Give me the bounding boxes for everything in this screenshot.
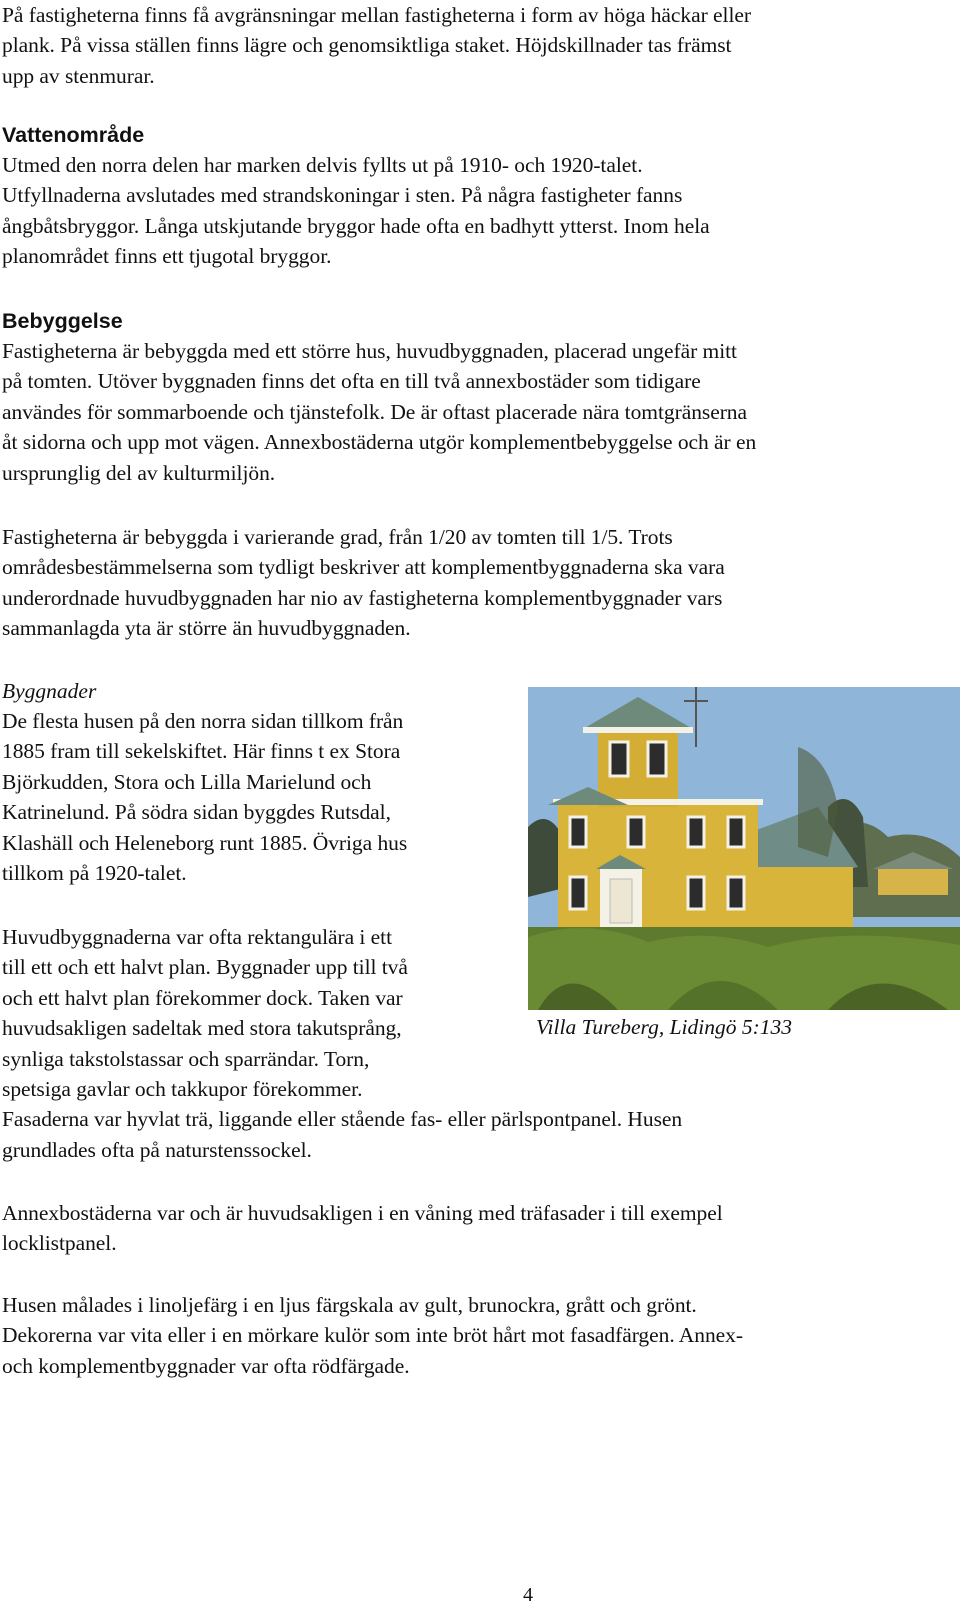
text-line: huvudsakligen sadeltak med stora takutsprång, xyxy=(2,1016,402,1041)
text-line: grundlades ofta på naturstenssockel. xyxy=(2,1137,312,1162)
text-line: Fastigheterna är bebyggda med ett större hus, huvudbyggnaden, placerad ungefär mitt xyxy=(2,339,737,363)
text-line: Fastigheterna är bebyggda i varierande grad, från 1/20 av tomten till 1/5. Trots xyxy=(2,525,673,549)
text-line: åt sidorna och upp mot vägen. Annexbostäderna utgör komplementbebyggelse och är en xyxy=(2,430,757,455)
text-line: De flesta husen på den norra sidan tillkom från xyxy=(2,709,404,733)
text-line: Utfyllnaderna avslutades med strandskoningar i sten. På några fastigheter fanns xyxy=(2,183,683,208)
section-bebyggelse xyxy=(2,306,756,488)
text-line: synliga takstolstassar och sparrändar. Torn, xyxy=(2,1046,370,1071)
text-line: Husen målades i linoljefärg i en ljus färgskala av gult, brunockra, grått och grönt. xyxy=(2,1293,697,1317)
text-line: och ett halvt plan förekommer dock. Taken var xyxy=(2,985,403,1010)
villa-photo xyxy=(528,687,960,1010)
text-line: plank. På vissa ställen finns lägre och genomsiktliga staket. Höjdskillnader tas främst xyxy=(2,33,732,58)
text-line: locklistpanel. xyxy=(2,1231,117,1256)
section-byggnader xyxy=(2,676,407,888)
text-line: 1885 fram till sekelskiftet. Här finns t ex Stora xyxy=(2,739,401,764)
page-number: 4 xyxy=(523,1584,533,1606)
text-line: sammanlagda yta är större än huvudbyggnaden. xyxy=(2,616,411,641)
section-subheading: Byggnader xyxy=(2,679,97,703)
section-vatten xyxy=(2,120,710,272)
intro-paragraph xyxy=(2,0,751,91)
section-heading: Vattenområde xyxy=(2,123,145,147)
text-line: och komplementbyggnader var ofta rödfärgade. xyxy=(2,1353,410,1378)
byggnader-paragraph-5 xyxy=(2,1290,743,1381)
text-line: till ett och ett halvt plan. Byggnader upp till två xyxy=(2,955,408,980)
photo-caption: Villa Tureberg, Lidingö 5:133 xyxy=(536,1015,793,1039)
bebyggelse-paragraph-2 xyxy=(2,522,725,644)
text-line: Annexbostäderna var och är huvudsakligen i en våning med träfasader i till exempel xyxy=(2,1201,723,1225)
text-line: ursprunglig del av kulturmiljön. xyxy=(2,460,276,485)
text-line: ångbåtsbryggor. Långa utskjutande bryggor hade ofta en badhytt ytterst. Inom hela xyxy=(2,213,710,238)
byggnader-paragraph-4 xyxy=(2,1198,723,1259)
text-line: underordnade huvudbyggnaden har nio av fastigheterna komplementbyggnader vars xyxy=(2,585,723,610)
text-line: på tomten. Utöver byggnaden finns det ofta en till två annexbostäder som tidigare xyxy=(2,369,701,394)
text-line: På fastigheterna finns få avgränsningar mellan fastigheterna i form av höga häckar eller xyxy=(2,3,751,27)
section-heading: Bebyggelse xyxy=(2,309,123,333)
text-line: spetsiga gavlar och takkupor förekommer. xyxy=(2,1077,363,1102)
text-line: tillkom på 1920-talet. xyxy=(2,861,187,886)
villa-illustration xyxy=(528,687,960,1010)
text-line: Katrinelund. På södra sidan byggdes Rutsdal, xyxy=(2,800,391,825)
text-line: Huvudbyggnaderna var ofta rektangulära i ett xyxy=(2,925,393,949)
text-line: användes för sommarboende och tjänstefolk. De är oftast placerade nära tomtgränserna xyxy=(2,399,748,424)
text-line: upp av stenmurar. xyxy=(2,63,155,88)
text-line: planområdet finns ett tjugotal bryggor. xyxy=(2,244,332,269)
text-line: Klashäll och Heleneborg runt 1885. Övriga hus xyxy=(2,830,408,855)
text-line: Björkudden, Stora och Lilla Marielund och xyxy=(2,769,372,794)
text-line: Fasaderna var hyvlat trä, liggande eller stående fas- eller pärlspontpanel. Husen xyxy=(2,1107,683,1132)
text-line: Utmed den norra delen har marken delvis fyllts ut på 1910- och 1920-talet. xyxy=(2,153,643,177)
text-line: Dekorerna var vita eller i en mörkare kulör som inte bröt hårt mot fasadfärgen. Annex- xyxy=(2,1323,743,1348)
text-line: områdesbestämmelserna som tydligt beskriver att komplementbyggnaderna ska vara xyxy=(2,555,725,580)
